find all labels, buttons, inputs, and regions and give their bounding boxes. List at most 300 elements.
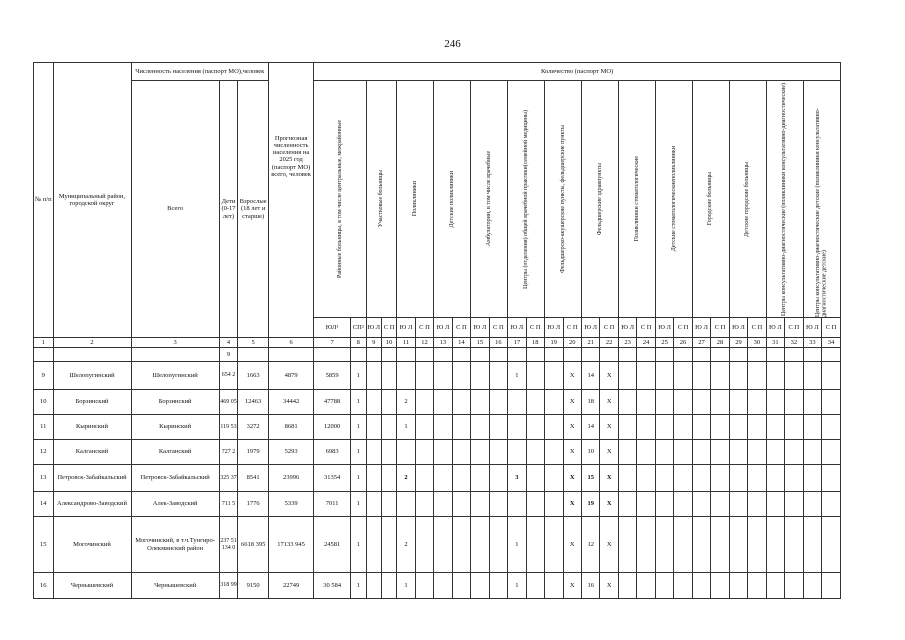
cell-children: 711 5 [219, 492, 237, 517]
cell-empty [822, 573, 841, 599]
cell-children: 237 51 134 0 [219, 517, 237, 573]
cell-empty [618, 440, 636, 465]
cell-empty [489, 390, 507, 415]
page-number: 246 [444, 38, 461, 50]
cell-c21: 14 [581, 415, 599, 440]
cell-empty [618, 415, 636, 440]
cell-empty [489, 415, 507, 440]
cell-empty [822, 362, 841, 390]
cell-empty [618, 573, 636, 599]
cell-empty [489, 440, 507, 465]
cell-empty [434, 517, 452, 573]
cell-c11 [397, 362, 415, 390]
header-total: Всего [131, 81, 219, 338]
table-row [34, 440, 841, 465]
cell-empty [785, 415, 803, 440]
column-number: 16 [489, 338, 507, 348]
cell-empty [366, 517, 381, 573]
cell-empty [526, 517, 544, 573]
cell-c22: X [600, 415, 618, 440]
cell-empty [545, 362, 563, 390]
cell-empty [674, 492, 692, 517]
cell-empty [637, 390, 655, 415]
column-number: 8 [351, 338, 366, 348]
cell-empty [545, 517, 563, 573]
cell-c11: 1 [397, 573, 415, 599]
subheader-sp2: С П [822, 318, 841, 338]
cell-empty [637, 440, 655, 465]
header-col31: Центры консультативно-диагностические (поликлиники консультативно-диагностические) [781, 82, 788, 316]
cell-n: 15 [34, 517, 54, 573]
cell-empty [452, 573, 470, 599]
cell-empty [452, 362, 470, 390]
cell-empty [692, 492, 710, 517]
cell-empty [489, 362, 507, 390]
cell-c17 [508, 390, 526, 415]
cell-c7: 31354 [314, 465, 351, 492]
cell-total: Могочинский, в т.ч.Тунгиро-Олекминский район [131, 517, 219, 573]
cell-empty [381, 573, 396, 599]
cell-c11 [397, 492, 415, 517]
cell-empty [489, 492, 507, 517]
header-forecast-text: Прогнозная численность населения на 2025 год (паспорт МО) всего, человек [271, 135, 311, 178]
cell-total: Чернышевский [131, 573, 219, 599]
cell-c21: 12 [581, 517, 599, 573]
cell-c17 [508, 492, 526, 517]
cell-c21: 19 [581, 492, 599, 517]
cell-c22: X [600, 362, 618, 390]
cell-c11: 1 [397, 415, 415, 440]
column-number: 20 [563, 338, 581, 348]
header-col19: Фельдшерско-акушерские пункты, фельдшерские пункты [559, 125, 566, 273]
cell-empty [785, 465, 803, 492]
cell-empty [803, 492, 821, 517]
cell-adults: 6618 395 [238, 517, 269, 573]
subheader-ul: Ю Л [766, 318, 784, 338]
subheader-sp2: С П [489, 318, 507, 338]
subheader-sp2: С П [748, 318, 766, 338]
column-number: 13 [434, 338, 452, 348]
cell-n: 16 [34, 573, 54, 599]
cell-empty [766, 573, 784, 599]
cell-c21: 18 [581, 390, 599, 415]
subheader-sp2: С П [785, 318, 803, 338]
cell-empty [729, 362, 747, 390]
cell-empty [434, 465, 452, 492]
cell-empty [471, 440, 489, 465]
cell-empty [366, 390, 381, 415]
subheader-sp2: С П [526, 318, 544, 338]
cell-c7: 7011 [314, 492, 351, 517]
cell-empty [803, 415, 821, 440]
cell-empty [729, 415, 747, 440]
cell-empty [434, 573, 452, 599]
cell-empty [434, 440, 452, 465]
column-number: 18 [526, 338, 544, 348]
cell-empty [655, 465, 673, 492]
column-number: 17 [508, 338, 526, 348]
cell-district: Кыринский [53, 415, 131, 440]
leading-cell: 9 [219, 348, 237, 362]
subheader-sp: СП² [351, 318, 366, 338]
cell-empty [711, 465, 729, 492]
cell-empty [748, 362, 766, 390]
column-number: 6 [269, 338, 314, 348]
column-number: 7 [314, 338, 351, 348]
cell-empty [692, 415, 710, 440]
cell-empty [729, 492, 747, 517]
cell-children: 325 37 [219, 465, 237, 492]
cell-adults: 3272 [238, 415, 269, 440]
cell-n: 13 [34, 465, 54, 492]
cell-empty [674, 517, 692, 573]
cell-district: Петровск-Забайкальский [53, 465, 131, 492]
column-number: 32 [785, 338, 803, 348]
cell-empty [803, 390, 821, 415]
cell-c7: 30 584 [314, 573, 351, 599]
cell-empty [822, 465, 841, 492]
column-number: 29 [729, 338, 747, 348]
cell-c7: 12000 [314, 415, 351, 440]
cell-empty [415, 492, 433, 517]
cell-c21: 16 [581, 573, 599, 599]
cell-empty [415, 362, 433, 390]
cell-empty [803, 465, 821, 492]
cell-district: Калганский [53, 440, 131, 465]
header-col9: Участковые больницы [378, 170, 385, 228]
column-number: 34 [822, 338, 841, 348]
cell-empty [711, 573, 729, 599]
header-forecast [269, 63, 314, 338]
cell-empty [655, 362, 673, 390]
cell-empty [674, 362, 692, 390]
cell-empty [766, 390, 784, 415]
cell-empty [711, 415, 729, 440]
header-row-num: № п/п [34, 63, 54, 338]
cell-empty [452, 415, 470, 440]
cell-c7: 24581 [314, 517, 351, 573]
cell-empty [748, 465, 766, 492]
cell-total: Кыринский [131, 415, 219, 440]
table-row [34, 362, 841, 390]
cell-empty [452, 492, 470, 517]
cell-total: Шелопугинский [131, 362, 219, 390]
cell-c20: X [563, 465, 581, 492]
header-population-group: Численность населения (паспорт МО),человек [131, 63, 269, 81]
cell-empty [766, 362, 784, 390]
cell-district: Чернышевский [53, 573, 131, 599]
table-row [34, 415, 841, 440]
cell-empty [434, 492, 452, 517]
cell-empty [637, 465, 655, 492]
cell-empty [748, 440, 766, 465]
cell-c20: X [563, 440, 581, 465]
cell-empty [381, 415, 396, 440]
cell-forecast: 5339 [269, 492, 314, 517]
cell-n: 11 [34, 415, 54, 440]
cell-empty [766, 492, 784, 517]
cell-empty [381, 440, 396, 465]
cell-empty [526, 573, 544, 599]
cell-empty [766, 465, 784, 492]
cell-empty [692, 573, 710, 599]
subheader-ul: Ю Л [397, 318, 415, 338]
cell-district: Могочинский [53, 517, 131, 573]
cell-n: 9 [34, 362, 54, 390]
cell-empty [381, 517, 396, 573]
cell-n: 14 [34, 492, 54, 517]
header-district: Муниципальный район, городской округ [53, 63, 131, 338]
cell-empty [415, 517, 433, 573]
cell-empty [748, 390, 766, 415]
subheader-ul: Ю Л [729, 318, 747, 338]
subheader-sp2: С П [711, 318, 729, 338]
cell-c17: 1 [508, 517, 526, 573]
cell-c21: 10 [581, 440, 599, 465]
column-number: 27 [692, 338, 710, 348]
cell-c7: 6983 [314, 440, 351, 465]
cell-empty [637, 492, 655, 517]
cell-empty [711, 362, 729, 390]
cell-empty [618, 390, 636, 415]
cell-c22: X [600, 465, 618, 492]
subheader-sp2: С П [563, 318, 581, 338]
cell-empty [785, 573, 803, 599]
cell-children: 119 53 [219, 415, 237, 440]
cell-empty [545, 440, 563, 465]
column-number: 4 [219, 338, 237, 348]
cell-empty [692, 465, 710, 492]
cell-empty [366, 440, 381, 465]
header-col11: Поликлиники [411, 181, 418, 217]
cell-empty [471, 465, 489, 492]
cell-empty [674, 390, 692, 415]
cell-empty [674, 465, 692, 492]
cell-empty [526, 415, 544, 440]
cell-empty [471, 492, 489, 517]
cell-empty [748, 492, 766, 517]
cell-empty [381, 362, 396, 390]
column-number: 33 [803, 338, 821, 348]
cell-empty [655, 390, 673, 415]
cell-empty [526, 390, 544, 415]
cell-empty [785, 440, 803, 465]
column-number: 30 [748, 338, 766, 348]
column-number: 19 [545, 338, 563, 348]
cell-forecast: 23996 [269, 465, 314, 492]
cell-empty [366, 492, 381, 517]
cell-empty [526, 362, 544, 390]
cell-empty [748, 573, 766, 599]
cell-children: 727 2 [219, 440, 237, 465]
cell-forecast: 8681 [269, 415, 314, 440]
cell-c17: 1 [508, 362, 526, 390]
header-col7: Районные больницы, в том числе центральные, межрайонные [336, 119, 343, 279]
column-number: 28 [711, 338, 729, 348]
subheader-ul: Ю Л [508, 318, 526, 338]
cell-empty [618, 492, 636, 517]
subheader-sp2: С П [452, 318, 470, 338]
cell-empty [637, 573, 655, 599]
header-col23: Поликлиники стоматологические [633, 156, 640, 242]
cell-empty [471, 573, 489, 599]
cell-empty [415, 415, 433, 440]
header-col21: Фельдшерские здравпункты [596, 162, 603, 236]
cell-total: Борзинский [131, 390, 219, 415]
cell-adults: 1776 [238, 492, 269, 517]
cell-empty [822, 517, 841, 573]
cell-empty [452, 390, 470, 415]
cell-forecast: 17133 945 [269, 517, 314, 573]
cell-empty [766, 415, 784, 440]
cell-empty [526, 440, 544, 465]
cell-empty [766, 440, 784, 465]
cell-empty [822, 415, 841, 440]
subheader-ul: Ю Л [692, 318, 710, 338]
column-number: 10 [381, 338, 396, 348]
cell-empty [637, 362, 655, 390]
cell-empty [381, 465, 396, 492]
cell-district: Александрово-Заводский [53, 492, 131, 517]
subheader-sp2: С П [381, 318, 396, 338]
cell-c22: X [600, 390, 618, 415]
column-number: 25 [655, 338, 673, 348]
subheader-ul: Ю Л [434, 318, 452, 338]
cell-adults: 9150 [238, 573, 269, 599]
cell-empty [803, 517, 821, 573]
cell-empty [692, 440, 710, 465]
cell-empty [748, 415, 766, 440]
subheader-ul: Ю Л [655, 318, 673, 338]
cell-empty [545, 390, 563, 415]
subheader-ul: Ю Л [618, 318, 636, 338]
column-number: 26 [674, 338, 692, 348]
cell-empty [381, 390, 396, 415]
header-children: Дети (0-17 лет) [219, 81, 237, 338]
header-col33: Центры консультативно-диагностические детские (поликлиники консультативно-диагностические детские) [815, 108, 828, 317]
table-row [34, 517, 841, 573]
cell-c22: X [600, 573, 618, 599]
cell-empty [471, 362, 489, 390]
column-number: 3 [131, 338, 219, 348]
cell-empty [711, 492, 729, 517]
subheader-ul: Ю Л [803, 318, 821, 338]
cell-empty [655, 415, 673, 440]
cell-empty [471, 390, 489, 415]
cell-district: Шелопугинский [53, 362, 131, 390]
header-adults: Взрослые (18 лет и старше) [238, 81, 269, 338]
cell-empty [803, 362, 821, 390]
cell-c20: X [563, 415, 581, 440]
cell-empty [655, 573, 673, 599]
subheader-sp2: С П [415, 318, 433, 338]
cell-empty [637, 517, 655, 573]
cell-empty [822, 440, 841, 465]
cell-c20: X [563, 573, 581, 599]
cell-empty [434, 415, 452, 440]
cell-c8: 1 [351, 390, 366, 415]
subheader-sp2: С П [674, 318, 692, 338]
cell-empty [729, 465, 747, 492]
cell-empty [674, 573, 692, 599]
cell-empty [711, 390, 729, 415]
header-col29: Детские городские больницы [744, 161, 751, 237]
cell-empty [489, 573, 507, 599]
cell-c22: X [600, 440, 618, 465]
cell-empty [692, 517, 710, 573]
cell-total: Алек-Заводский [131, 492, 219, 517]
cell-empty [711, 440, 729, 465]
cell-empty [381, 492, 396, 517]
cell-district: Борзинский [53, 390, 131, 415]
cell-empty [618, 517, 636, 573]
subheader-yul: ЮЛ¹ [314, 318, 351, 338]
cell-empty [415, 573, 433, 599]
cell-forecast: 22749 [269, 573, 314, 599]
cell-empty [711, 517, 729, 573]
header-col15: Амбулатории, в том числе врачебные [485, 151, 492, 247]
facilities-table [33, 62, 841, 599]
subheader-sp2: С П [600, 318, 618, 338]
cell-empty [545, 573, 563, 599]
column-number: 1 [34, 338, 54, 348]
subheader-ul: Ю Л [545, 318, 563, 338]
cell-empty [618, 362, 636, 390]
cell-empty [618, 465, 636, 492]
cell-empty [434, 390, 452, 415]
cell-c11: 2 [397, 390, 415, 415]
cell-c20: X [563, 517, 581, 573]
cell-forecast: 5293 [269, 440, 314, 465]
cell-empty [637, 415, 655, 440]
cell-empty [674, 440, 692, 465]
cell-c17 [508, 440, 526, 465]
cell-c8: 1 [351, 492, 366, 517]
column-number: 23 [618, 338, 636, 348]
cell-empty [545, 465, 563, 492]
cell-total: Петровск-Забайкальский [131, 465, 219, 492]
table-row [34, 573, 841, 599]
cell-c17: 1 [508, 573, 526, 599]
column-number: 5 [238, 338, 269, 348]
cell-c17: 3 [508, 465, 526, 492]
cell-empty [366, 362, 381, 390]
cell-n: 12 [34, 440, 54, 465]
cell-c21: 15 [581, 465, 599, 492]
cell-empty [785, 390, 803, 415]
cell-empty [785, 492, 803, 517]
cell-children: 654 2 [219, 362, 237, 390]
subheader-ul: Ю Л [471, 318, 489, 338]
header-col25: Детские стоматологическиеполиклиники [670, 146, 677, 252]
cell-c8: 1 [351, 573, 366, 599]
header-col27: Городские больницы [707, 172, 714, 226]
cell-empty [655, 492, 673, 517]
cell-empty [415, 390, 433, 415]
cell-forecast: 4879 [269, 362, 314, 390]
cell-c22: X [600, 517, 618, 573]
cell-c21: 14 [581, 362, 599, 390]
cell-empty [766, 517, 784, 573]
column-number: 9 [366, 338, 381, 348]
cell-empty [655, 517, 673, 573]
cell-empty [415, 465, 433, 492]
cell-children: 318 99 [219, 573, 237, 599]
cell-empty [655, 440, 673, 465]
subheader-ul: Ю Л [581, 318, 599, 338]
table-row [34, 492, 841, 517]
cell-c22: X [600, 492, 618, 517]
